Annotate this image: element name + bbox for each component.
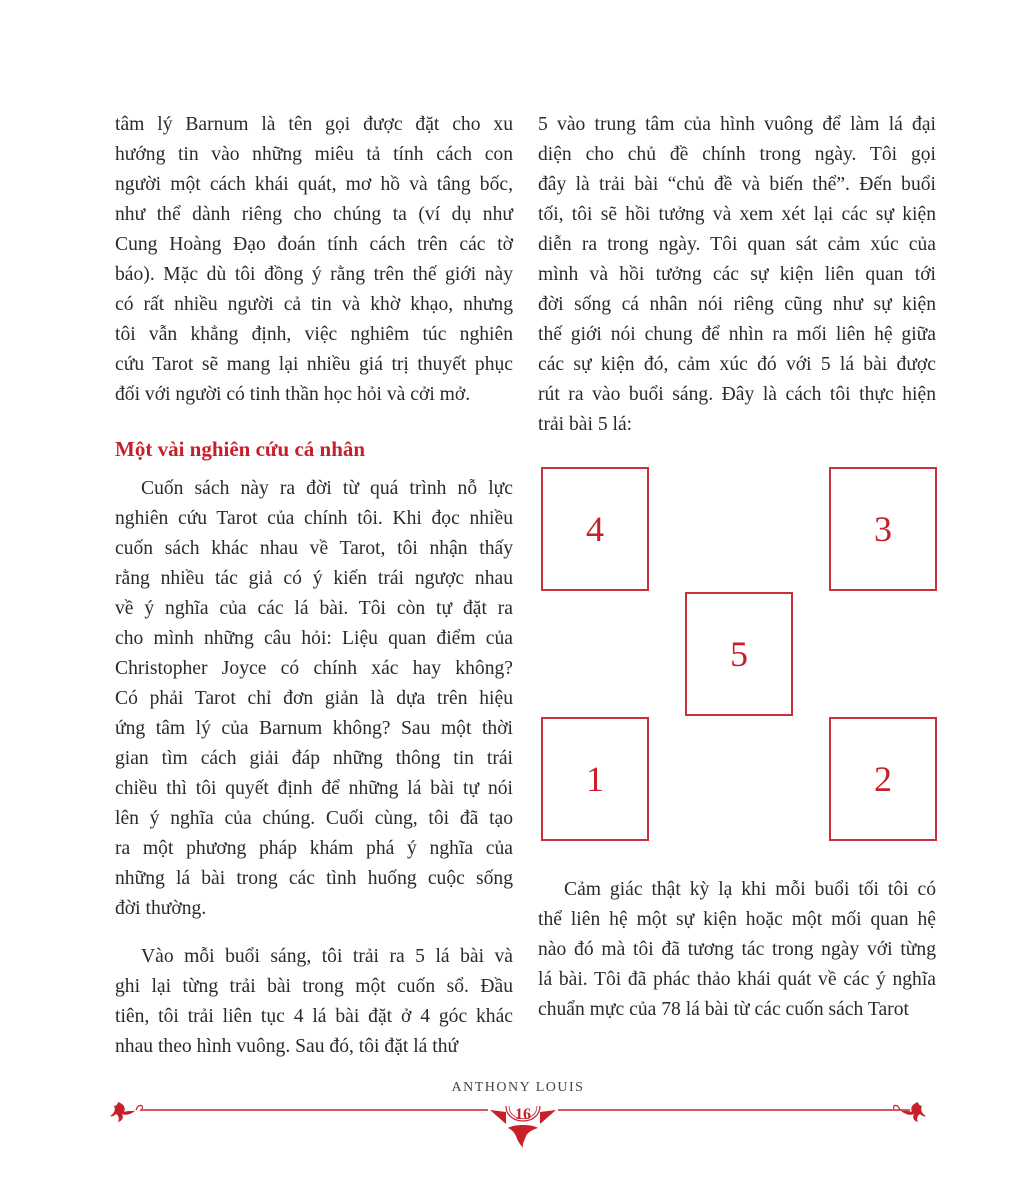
paragraph xyxy=(538,875,936,1025)
text-line: đời thường. xyxy=(115,898,207,919)
paragraph xyxy=(538,110,936,440)
text-line: lên ý nghĩa của chúng. Cuối cùng, tôi đã tạo xyxy=(115,808,513,829)
text-line: rằng nhiều tác giả có ý kiến trái ngược nhau xyxy=(115,568,513,589)
text-line: mình và hồi tưởng các sự kiện liên quan tới xyxy=(538,264,936,285)
text-line: nhau theo hình vuông. Sau đó, tôi đặt lá thứ xyxy=(115,1036,459,1057)
flourish-right-icon xyxy=(894,1102,926,1122)
text-line: tôi vẫn khẳng định, việc nghiêm túc nghiên xyxy=(115,324,513,345)
card-position-5: 5 xyxy=(685,592,793,716)
right-column-continued xyxy=(538,875,936,1025)
text-line: lá bài. Tôi đã phác thảo khái quát về các ý nghĩa xyxy=(538,969,936,990)
text-line: Cảm giác thật kỳ lạ khi mỗi buổi tối tôi có xyxy=(564,879,936,900)
text-line: cuốn sách khác nhau về Tarot, tôi nhận thấy xyxy=(115,538,513,559)
text-line: nào đó mà tôi đã tương tác trong ngày với từng xyxy=(538,939,936,960)
text-line: thế giới nói chung để nhìn ra mối liên hệ giữa xyxy=(538,324,936,345)
section-heading: Một vài nghiên cứu cá nhân xyxy=(115,437,366,461)
text-line: như thể dành riêng cho chúng ta (ví dụ như xyxy=(115,204,513,225)
text-line: đời sống cá nhân nói riêng cũng như sự kiện xyxy=(538,294,936,315)
text-line: 5 vào trung tâm của hình vuông để làm lá đại xyxy=(538,114,936,135)
page-number: 16 xyxy=(515,1106,531,1123)
text-line: về ý nghĩa của các lá bài. Tôi còn tự đặt ra xyxy=(115,598,513,619)
text-line: tâm lý Barnum là tên gọi được đặt cho xu xyxy=(115,114,513,135)
card-position-4: 4 xyxy=(541,467,649,591)
text-line: đây là trải bài “chủ đề và biến thể”. Đến buổi xyxy=(538,174,936,195)
flourish-left-icon xyxy=(110,1102,142,1122)
right-column xyxy=(538,110,936,440)
text-line: chuẩn mực của 78 lá bài từ các cuốn sách Tarot xyxy=(538,999,909,1020)
text-line: người một cách khái quát, mơ hồ và tâng bốc, xyxy=(115,174,513,195)
text-line: đối với người có tinh thần học hỏi và cởi mở. xyxy=(115,384,471,405)
paragraph xyxy=(115,474,513,924)
text-line: Có phải Tarot chỉ đơn giản là dựa trên hiệu xyxy=(115,688,513,709)
paragraph xyxy=(115,942,513,1062)
text-line: chiều thì tôi quyết định để những lá bài tự nói xyxy=(115,778,513,799)
text-line: nghiên cứu Tarot của chính tôi. Khi đọc nhiều xyxy=(115,508,513,529)
text-line: Cung Hoàng Đạo đoán tính cách trên các tờ xyxy=(115,234,513,255)
text-line: có rất nhiều người cả tin và khờ khạo, nhưng xyxy=(115,294,513,315)
text-line: ứng tâm lý của Barnum không? Sau một thời xyxy=(115,718,513,739)
text-line: Cuốn sách này ra đời từ quá trình nỗ lực xyxy=(141,478,513,499)
text-line: ghi lại từng trải bài trong một cuốn sổ. Đầu xyxy=(115,976,513,997)
text-line: Vào mỗi buổi sáng, tôi trải ra 5 lá bài và xyxy=(141,946,513,967)
text-line: tối, tôi sẽ hồi tưởng và xem xét lại các sự kiện xyxy=(538,204,936,225)
text-line: rút ra vào buổi sáng. Đây là cách tôi thực hiện xyxy=(538,384,936,405)
text-line: thể liên hệ một sự kiện hoặc một mối quan hệ xyxy=(538,909,936,930)
card-position-1: 1 xyxy=(541,717,649,841)
text-line: tiên, tôi trải liên tục 4 lá bài đặt ở 4 góc khác xyxy=(115,1006,513,1027)
text-line: cứu Tarot sẽ mang lại nhiều giá trị thuyết phục xyxy=(115,354,513,375)
text-line: cho mình những câu hỏi: Liệu quan điểm của xyxy=(115,628,513,649)
text-line: báo). Mặc dù tôi đồng ý rằng trên thế giới này xyxy=(115,264,513,285)
running-footer-author: ANTHONY LOUIS xyxy=(451,1080,585,1095)
paragraph xyxy=(115,110,513,410)
text-line: Christopher Joyce có chính xác hay không? xyxy=(115,658,513,679)
text-line: diễn ra trong ngày. Tôi quan sát cảm xúc của xyxy=(538,234,936,255)
card-position-3: 3 xyxy=(829,467,937,591)
text-line: những lá bài trong các tình huống cuộc sống xyxy=(115,868,513,889)
card-position-2: 2 xyxy=(829,717,937,841)
text-line: trải bài 5 lá: xyxy=(538,414,633,435)
text-line: ra một phương pháp khám phá ý nghĩa của xyxy=(115,838,513,859)
text-line: các sự kiện đó, cảm xúc đó với 5 lá bài được xyxy=(538,354,936,375)
text-line: diện cho chủ đề chính trong ngày. Tôi gọi xyxy=(538,144,936,165)
left-column xyxy=(115,110,513,1062)
text-line: gian tìm cách giải đáp những thông tin trái xyxy=(115,748,513,769)
text-line: hướng tin vào những miêu tả tính cách con xyxy=(115,144,513,165)
